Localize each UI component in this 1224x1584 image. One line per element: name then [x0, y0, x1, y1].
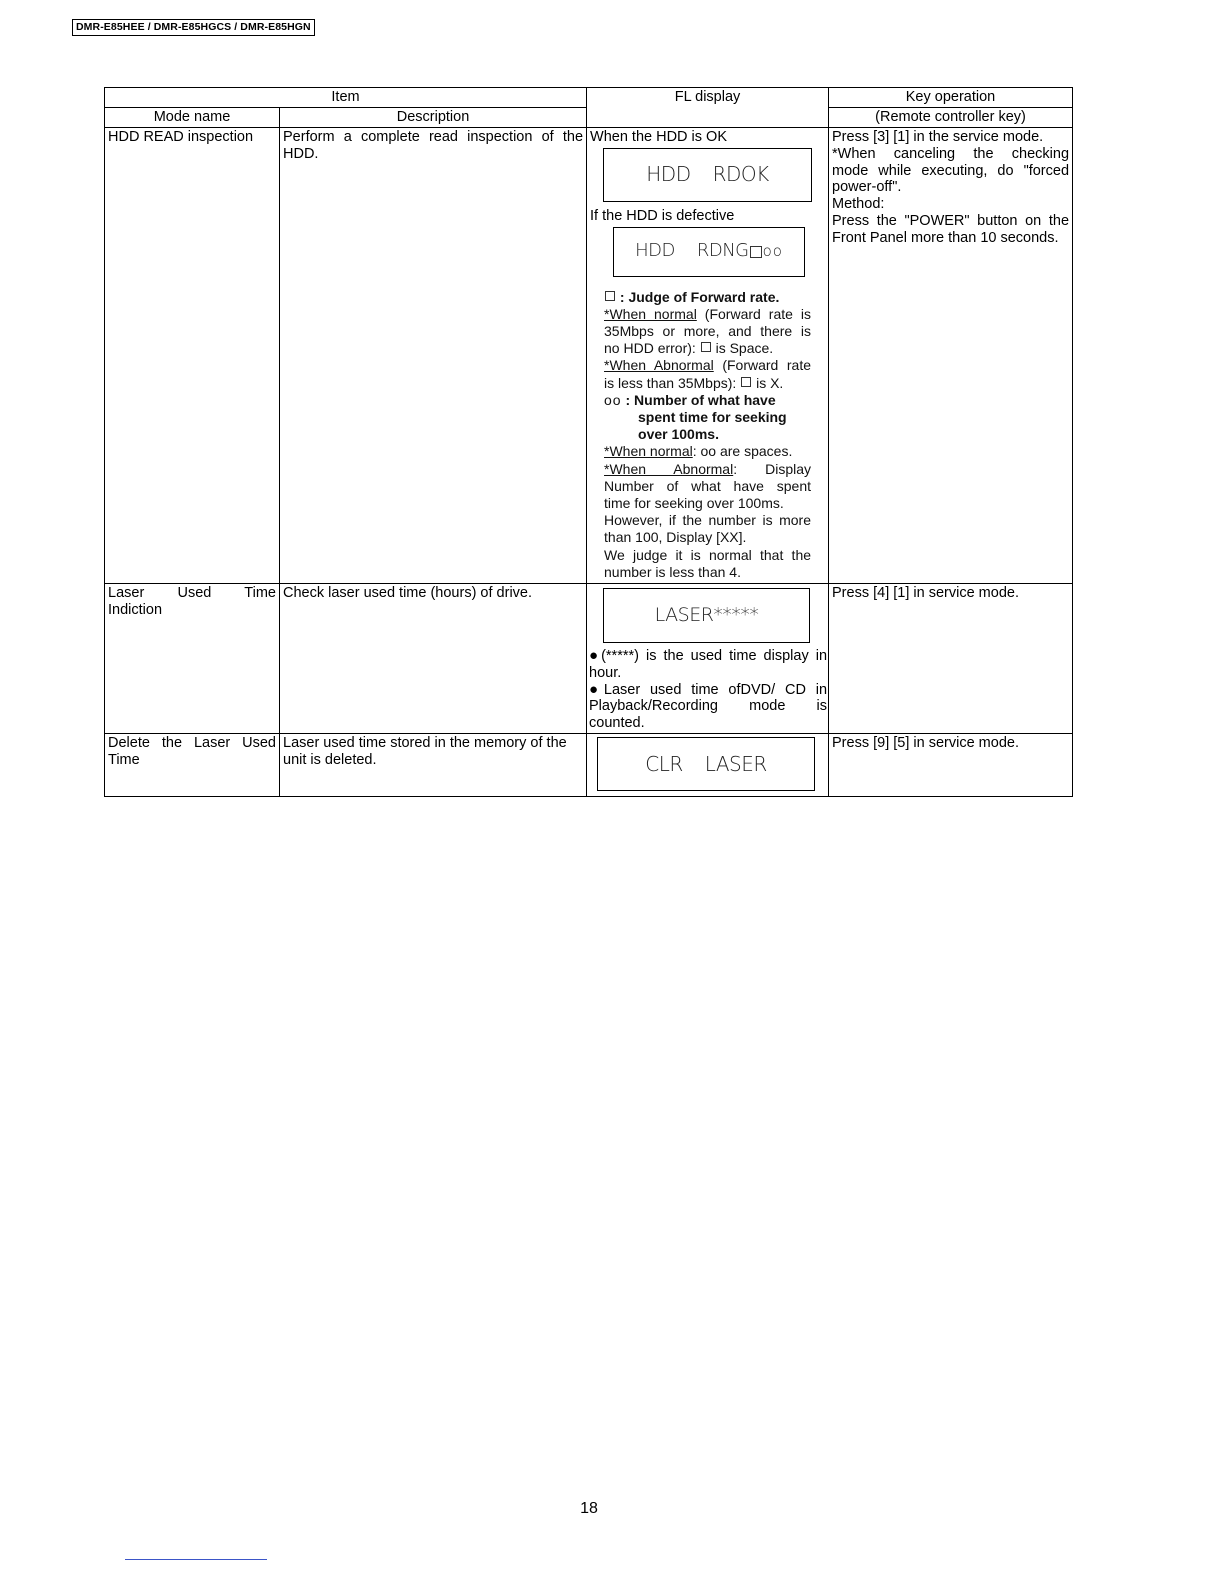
fl-text: HDD	[646, 162, 691, 187]
description-text: unit is deleted.	[283, 751, 377, 768]
fl-text: RDNG	[696, 240, 749, 262]
table-row	[105, 734, 1073, 797]
table-row	[105, 128, 1073, 584]
note-text: (Forward rate	[722, 357, 812, 374]
note-text: counted.	[589, 715, 645, 732]
note-text: is X.	[756, 374, 784, 391]
fl-display-cell	[587, 128, 829, 584]
square-mark-icon	[750, 246, 762, 258]
fl-text: LASER	[704, 751, 767, 776]
note-text: (*****) is the used time display in	[601, 648, 828, 665]
description-cell	[280, 584, 587, 734]
note-text: Laser used time ofDVD/ CD in	[603, 681, 828, 698]
fl-display-cell	[587, 734, 829, 797]
key-operation-header: Key operation	[829, 88, 1073, 108]
square-mark-icon	[741, 377, 751, 387]
mode-name-header: Mode name	[105, 108, 280, 128]
service-mode-table	[104, 87, 1073, 797]
note-text: is Space.	[715, 340, 774, 357]
key-text: Press [3] [1] in the service mode.	[832, 129, 1044, 145]
description-text: Check laser used time (hours) of drive.	[283, 585, 533, 602]
note-when-abnormal-label: *When Abnormal	[604, 460, 734, 477]
fl-text: HDD	[635, 240, 675, 262]
key-text: *When canceling the checking	[832, 145, 1070, 162]
mode-name-cell	[105, 734, 280, 797]
description-text: Laser used time stored in the memory of the	[283, 735, 567, 752]
note-text: hour.	[589, 664, 622, 681]
note-text: : Display	[733, 460, 812, 477]
description-header: Description	[280, 108, 587, 128]
mode-name: Laser Used Time	[108, 585, 276, 602]
key-text: Press the "POWER" button on the	[832, 212, 1070, 229]
note-text: 35Mbps or more, and there is	[604, 323, 812, 339]
model-number-box: DMR-E85HEE / DMR-E85HGCS / DMR-E85HGN	[72, 19, 315, 36]
mode-name: Indiction	[108, 601, 163, 618]
fl-text: LASER*****	[654, 604, 759, 627]
note-text: However, if the number is more	[604, 512, 812, 529]
note-when-abnormal-label: *When Abnormal	[604, 357, 714, 374]
note-number: : Number of what have	[625, 391, 776, 408]
note-text: Number of what have spent	[604, 477, 812, 494]
circle-marks: oo	[604, 391, 622, 408]
note-judge: : Judge of Forward rate.	[619, 288, 780, 305]
note-text: than 100, Display [XX].	[604, 529, 747, 546]
key-operation-cell	[829, 128, 1073, 584]
bullet-icon: ●	[589, 647, 602, 665]
page-number: 18	[580, 1500, 598, 1517]
note-text: We judge it is normal that the	[604, 546, 812, 563]
mode-name: HDD READ inspection	[108, 129, 254, 145]
key-text: Method:	[832, 196, 885, 213]
key-text: Press [9] [5] in service mode.	[832, 735, 1019, 752]
item-header: Item	[105, 88, 587, 108]
note-when-normal-label: *When normal	[604, 305, 697, 322]
note-text: number is less than 4.	[604, 563, 741, 580]
note-number: over 100ms.	[638, 426, 719, 443]
fl-text: CLR	[645, 751, 683, 776]
key-text: mode while executing, do "forced	[832, 162, 1070, 179]
description-text: Perform a complete read inspection of the HDD.	[283, 129, 584, 162]
key-operation-cell	[829, 584, 1073, 734]
note-text: (Forward rate is	[704, 305, 812, 322]
fl-display-hdd-ng	[613, 227, 805, 277]
mode-name-cell	[105, 584, 280, 734]
fl-display-clear-laser	[597, 737, 815, 791]
table-row	[105, 584, 1073, 734]
square-mark-icon	[605, 291, 615, 301]
hdd-defective-label: If the HDD is defective	[590, 207, 735, 224]
fl-display-notes	[604, 289, 811, 581]
description-cell	[280, 128, 587, 584]
key-text: Press [4] [1] in service mode.	[832, 585, 1019, 602]
fl-display-hdd-ok	[603, 148, 812, 202]
square-mark-icon	[701, 342, 711, 352]
description-cell	[280, 734, 587, 797]
note-text: Playback/Recording mode is	[589, 698, 828, 715]
note-when-normal-label: *When normal	[604, 443, 693, 460]
mode-name: Time	[108, 751, 140, 768]
fl-text: RDOK	[712, 162, 769, 187]
fl-display-header: FL display	[587, 88, 829, 128]
mode-name: Delete the Laser Used	[108, 735, 276, 752]
bullet-icon: ●	[589, 680, 604, 698]
key-text: power-off".	[832, 179, 902, 196]
footer-link-underline	[125, 1559, 267, 1560]
remote-controller-key-header: (Remote controller key)	[829, 108, 1073, 128]
note-text: : oo are spaces.	[692, 443, 793, 460]
key-text: Front Panel more than 10 seconds.	[832, 229, 1059, 246]
key-operation-cell	[829, 734, 1073, 797]
note-text: time for seeking over 100ms.	[604, 495, 784, 512]
hdd-ok-label: When the HDD is OK	[590, 129, 728, 145]
note-text: no HDD error):	[604, 340, 696, 357]
mode-name-cell	[105, 128, 280, 584]
note-text: is less than 35Mbps):	[604, 374, 737, 391]
fl-display-cell	[587, 584, 829, 734]
circle-marks: oo	[762, 242, 783, 261]
note-number: spent time for seeking	[638, 409, 787, 426]
header-row-1	[105, 88, 1073, 108]
fl-display-laser	[603, 588, 810, 643]
